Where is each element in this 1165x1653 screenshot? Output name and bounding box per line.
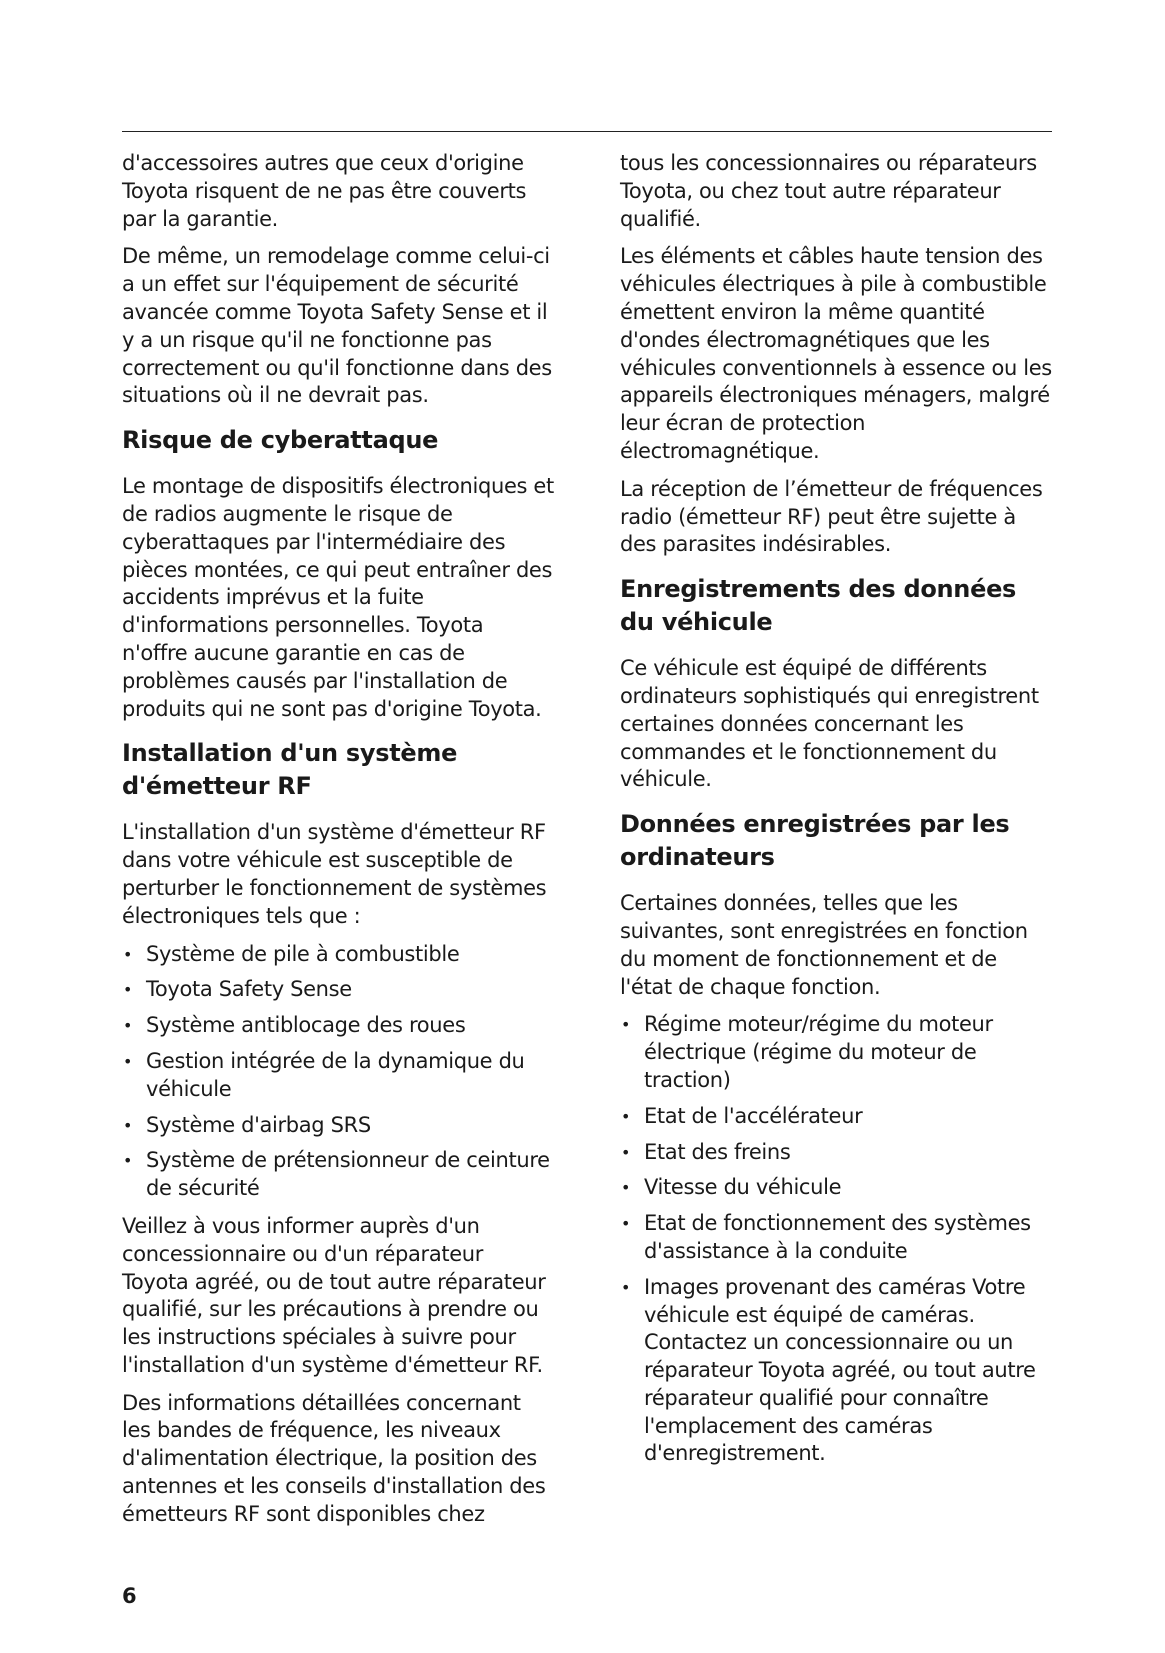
paragraph-accessories: d'accessoires autres que ceux d'origine Toyota risquent de ne pas être couverts par la garantie.: [122, 151, 527, 231]
bullet-icon: •: [123, 1151, 133, 1171]
list-item: • Vitesse du véhicule: [620, 1174, 1052, 1202]
paragraph-rf-reception: La réception de l’émetteur de fréquences radio (émetteur RF) peut être sujette à des parasites indésirables.: [620, 476, 1043, 557]
paragraph-recorded-data: Certaines données, telles que les suivantes, sont enregistrées en fonction du moment de fonctionnement et de l'état de chaque fonction.: [620, 891, 1028, 999]
list-item: • Etat des freins: [620, 1139, 1052, 1167]
paragraph-inform-dealer: Veillez à vous informer auprès d'un concessionnaire ou d'un réparateur Toyota agréé, ou de tout autre réparateur qualifié, sur les précautions à prendre ou les instructions spéciales à suivre pour l'installation d'un système d'émetteur RF.: [122, 1213, 546, 1377]
list-item: • Système antiblocage des roues: [122, 1012, 554, 1040]
list-item: • Régime moteur/régime du moteur électrique (régime du moteur de traction): [621, 1012, 993, 1092]
paragraph-remodeling: De même, un remodelage comme celui-ci a un effet sur l'équipement de sécurité avancée comme Toyota Safety Sense et il y a un risque qu'il ne fonctionne pas correctement ou qu'il fonctionne dans des situations où il ne devrait pas.: [122, 244, 552, 408]
page-number: 6: [122, 1584, 137, 1608]
bullet-icon: •: [123, 1051, 133, 1071]
bullet-icon: •: [621, 1277, 631, 1297]
bullet-icon: •: [123, 1115, 133, 1135]
bullet-icon: •: [123, 980, 133, 1000]
recorded-data-list: [620, 1011, 1052, 1468]
list-item: • Système de pile à combustible: [122, 941, 554, 969]
heading-cyberattack: Risque de cyberattaque: [122, 426, 439, 455]
list-item: • Système de prétensionneur de ceinture de sécurité: [123, 1148, 550, 1201]
heading-data-records: Enregistrements des données du véhicule: [620, 575, 1017, 637]
bullet-icon: •: [621, 1214, 631, 1234]
left-column: [122, 150, 554, 1539]
list-item: • Images provenant des caméras Votre véhicule est équipé de caméras. Contactez un concessionnaire ou un réparateur Toyota agréé, ou tout autre réparateur qualifié pour connaître l'emplacement des caméras d'enregistrement.: [621, 1274, 1036, 1466]
paragraph-data-records: Ce véhicule est équipé de différents ordinateurs sophistiqués qui enregistrent certaines données concernant les commandes et le fonctionnement du véhicule.: [620, 656, 1039, 792]
bullet-icon: •: [621, 1178, 631, 1198]
list-item: • Système d'airbag SRS: [122, 1112, 554, 1140]
paragraph-rf-details: Des informations détaillées concernant les bandes de fréquence, les niveaux d'alimentation électrique, la position des antennes et les conseils d'installation des émetteurs RF sont disponibles chez: [122, 1390, 546, 1526]
list-item: • Etat de l'accélérateur: [620, 1103, 1052, 1131]
heading-rf-installation: Installation d'un système d'émetteur RF: [122, 739, 458, 801]
bullet-icon: •: [621, 1142, 631, 1162]
bullet-icon: •: [621, 1015, 631, 1035]
list-item: • Gestion intégrée de la dynamique du véhicule: [123, 1048, 525, 1101]
bullet-icon: •: [123, 944, 133, 964]
paragraph-high-voltage: Les éléments et câbles haute tension des véhicules électriques à pile à combustible émettent environ la même quantité d'ondes électromagnétiques que les véhicules conventionnels à essence ou les appareils électroniques ménagers, malgré leur écran de protection électromagnétique.: [620, 244, 1052, 463]
paragraph-cyberattack: Le montage de dispositifs électroniques et de radios augmente le risque de cyberattaques par l'intermédiaire des pièces montées, ce qui peut entraîner des accidents imprévus et la fuite d'informations personnelles. Toyota n'offre aucune garantie en cas de problèmes causés par l'installation de produits qui ne sont pas d'origine Toyota.: [122, 474, 554, 721]
heading-recorded-data: Données enregistrées par les ordinateurs: [620, 810, 1010, 872]
header-rule: [122, 131, 1052, 132]
paragraph-rf-installation: L'installation d'un système d'émetteur RF dans votre véhicule est susceptible de perturber le fonctionnement de systèmes électroniques tels que :: [122, 820, 547, 928]
bullet-icon: •: [621, 1106, 631, 1126]
list-item: • Toyota Safety Sense: [122, 976, 554, 1004]
affected-systems-list: [122, 941, 554, 1203]
paragraph-dealers: tous les concessionnaires ou réparateurs Toyota, ou chez tout autre réparateur qualifié.: [620, 151, 1037, 231]
right-column: [620, 150, 1052, 1478]
list-item: • Etat de fonctionnement des systèmes d'assistance à la conduite: [621, 1211, 1031, 1263]
bullet-icon: •: [123, 1016, 133, 1036]
